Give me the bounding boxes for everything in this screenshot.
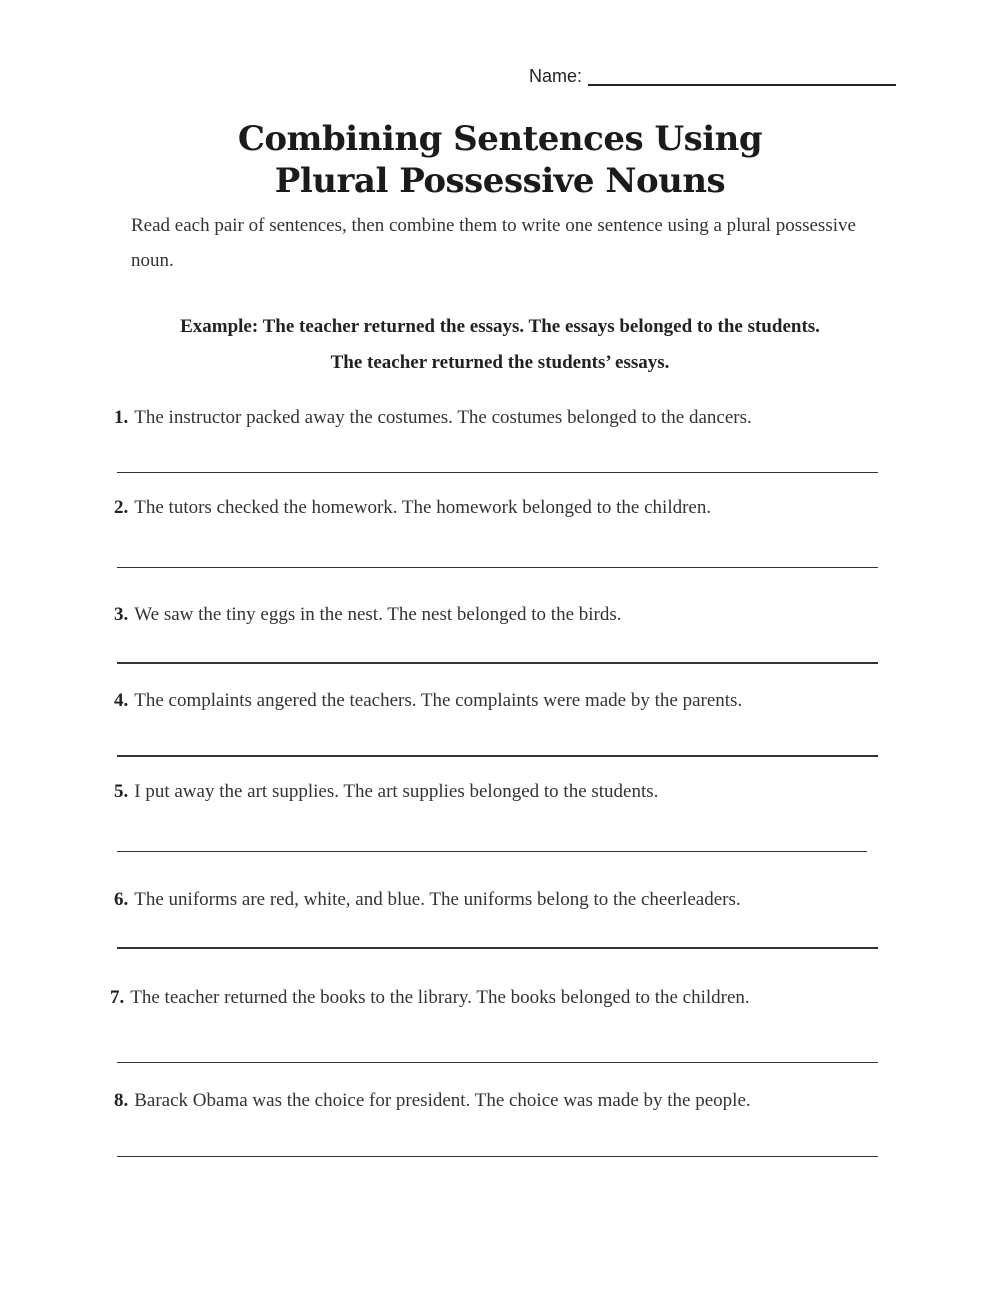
- question-2: [114, 497, 711, 519]
- example-answer: The teacher returned the students’ essays.: [330, 352, 670, 373]
- answer-line-1[interactable]: [117, 450, 878, 473]
- question-number: 6.: [114, 889, 129, 910]
- answer-line-2[interactable]: [117, 545, 878, 568]
- question-1: [114, 407, 752, 429]
- question-text: The complaints angered the teachers. The complaints were made by the parents.: [134, 690, 743, 711]
- answer-line-8[interactable]: [117, 1134, 878, 1157]
- instructions: Read each pair of sentences, then combine them to write one sentence using a plural possessive noun.: [131, 215, 856, 271]
- name-row: [529, 64, 899, 90]
- title-line-1: Combining Sentences Using: [237, 119, 763, 159]
- question-text: The uniforms are red, white, and blue. The uniforms belong to the cheerleaders.: [134, 889, 741, 910]
- name-label: Name:: [529, 66, 583, 86]
- question-number: 7.: [110, 987, 125, 1008]
- answer-line-5[interactable]: [117, 829, 867, 852]
- answer-line-6[interactable]: [117, 925, 878, 949]
- question-text: The tutors checked the homework. The homework belonged to the children.: [134, 497, 712, 518]
- question-5: [114, 781, 658, 803]
- question-7: [110, 987, 750, 1009]
- question-8: [114, 1090, 751, 1112]
- question-text: The teacher returned the books to the library. The books belonged to the children.: [130, 987, 750, 1008]
- example-prompt: Example: The teacher returned the essays. The essays belonged to the students.: [180, 316, 820, 337]
- name-field[interactable]: [588, 84, 896, 86]
- question-number: 4.: [114, 690, 129, 711]
- question-text: I put away the art supplies. The art supplies belonged to the students.: [134, 781, 659, 802]
- answer-line-7[interactable]: [117, 1040, 878, 1063]
- question-text: Barack Obama was the choice for president. The choice was made by the people.: [134, 1090, 751, 1111]
- question-number: 2.: [114, 497, 129, 518]
- question-3: [114, 604, 622, 626]
- question-4: [114, 690, 742, 712]
- answer-line-4[interactable]: [117, 733, 878, 757]
- title-line-2: Plural Possessive Nouns: [274, 161, 726, 201]
- question-6: [114, 889, 741, 911]
- question-text: The instructor packed away the costumes. The costumes belonged to the dancers.: [134, 407, 752, 428]
- question-number: 3.: [114, 604, 129, 625]
- question-text: We saw the tiny eggs in the nest. The nest belonged to the birds.: [134, 604, 622, 625]
- question-number: 8.: [114, 1090, 129, 1111]
- answer-line-3[interactable]: [117, 640, 878, 664]
- question-number: 5.: [114, 781, 129, 802]
- question-number: 1.: [114, 407, 129, 428]
